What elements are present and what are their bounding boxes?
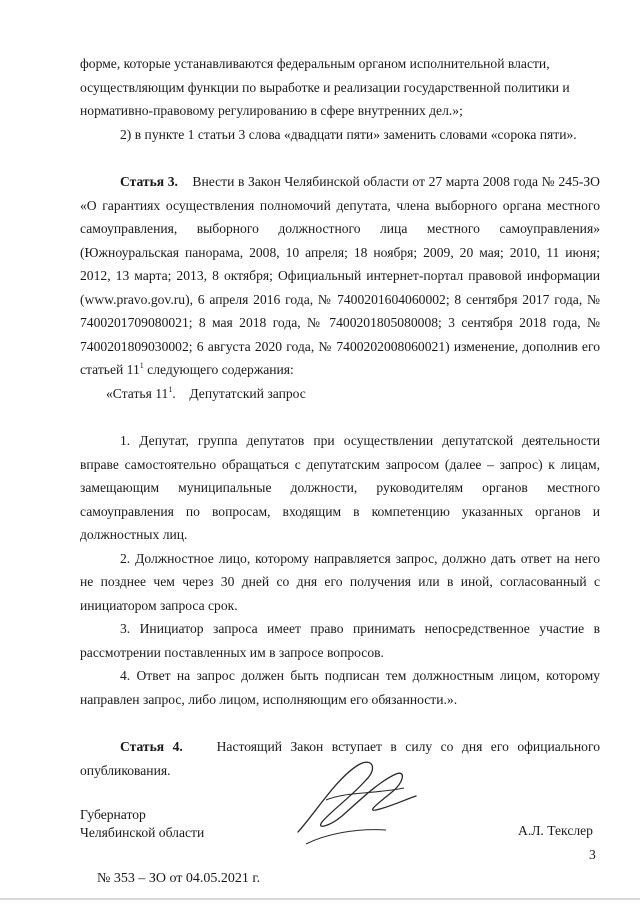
article-3-tail: следующего содержания: [143, 362, 294, 377]
article-3-label: Статья 3. [120, 174, 178, 189]
paragraph-continuation-line2: осуществляющим функции по выработке и реализации государственной политики и [80, 79, 570, 95]
scan-edge [0, 898, 640, 900]
article-3-superscript: 1 [139, 361, 144, 370]
article-11-1-item-4: 4. Ответ на запрос должен быть подписан тем должностным лицом, которому направлен запрос, либо лицом, исполняющим его обязанности.». [80, 668, 600, 707]
new-article-title: «Статья $11^1$. Депутатский запрос [106, 384, 306, 401]
governor-title: Губернатор Челябинской области [80, 807, 205, 840]
governor-signature [286, 752, 426, 848]
page-number: 3 [589, 847, 596, 862]
document-body [80, 52, 600, 782]
law-number: № 353 – ЗО от 04.05.2021 г. [97, 871, 261, 886]
article-4-label: Статья 4. [120, 739, 183, 754]
article-4-text: Настоящий Закон вступает в силу со дня его официального опубликования. [80, 739, 600, 778]
article-3 [80, 170, 600, 382]
article-11-1-item-2: 2. Должностное лицо, которому направляется запрос, должно дать ответ на него не позднее чем через 30 дней со дня его получения или в иной, согласованный с инициатором запроса срок. [80, 550, 600, 613]
article-3-text: Внести в Закон Челябинской области от 27 марта 2008 года № 245-ЗО «О гарантиях осуществления полномочий депутата, члена выборного органа местного самоуправления, выборного должностного лица местного самоуправления» (Южноуральская панорама, 2008, 10 апреля; 18 ноября; 2009, 20 мая; 2010, 11 июня; 2012, 13 марта; 2013, 8 октября; Официальный интернет-портал правовой информации (www.pravo.gov.ru), 6 апреля 2016 года, № 7400201604060002; 8 сентября 2017 года, № 7400201709080021; 8 мая 2018 года, № 7400201805080008; 3 сентября 2018 года, № 7400201809030002; 6 августа 2020 года, № 7400202008060021) изменение, дополнив его статьей 11 [80, 174, 601, 377]
governor-name: А.Л. Текслер [518, 823, 593, 838]
paragraph-amendment-2: 2) в пункте 1 статьи 3 слова «двадцати пяти» заменить словами «сорока пяти». [120, 126, 577, 142]
article-11-1-item-1: 1. Депутат, группа депутатов при осуществлении депутатской деятельности вправе самостоятельно обращаться с депутатским запросом (далее – запрос) к лицам, замещающим муниципальные должности, руководителям органов местного самоуправления по вопросам, входящим в компетенцию указанных органов и должностных лиц. [80, 433, 600, 542]
article-11-1-item-3: 3. Инициатор запроса имеет право принимать непосредственное участие в рассмотрении поставленных им в запросе вопросов. [80, 621, 600, 660]
paragraph-continuation-line3: нормативно-правовому регулированию в сфере внутренних дел.»; [80, 103, 463, 118]
paragraph-continuation-line1: форме, которые устанавливаются федеральным органом исполнительной власти, [80, 56, 550, 71]
